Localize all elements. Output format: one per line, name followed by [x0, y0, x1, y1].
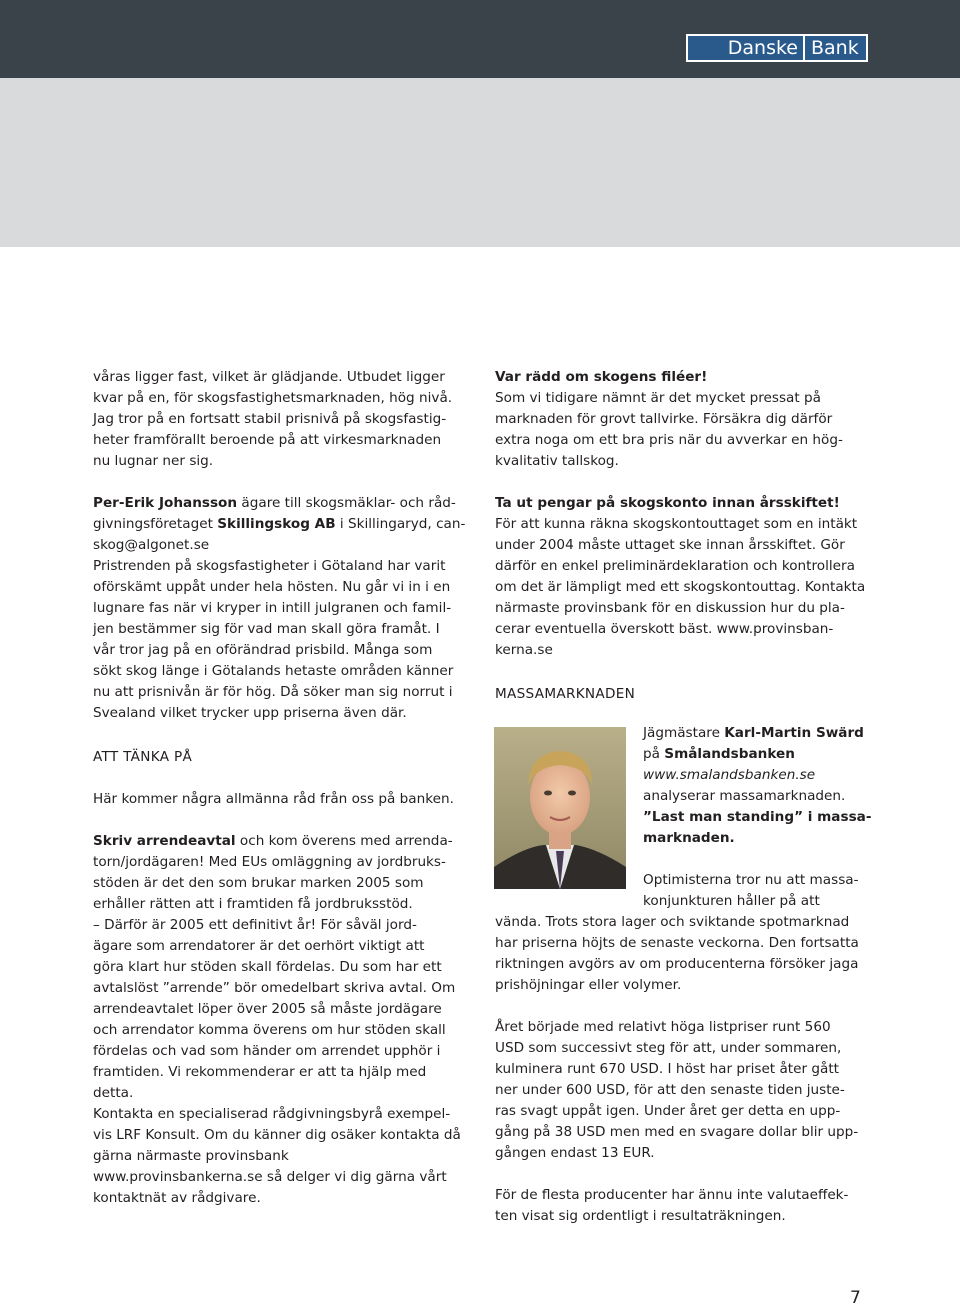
text-line: stöden är det den som brukar marken 2005 som: [93, 875, 424, 891]
forest-fillet-paragraph: [495, 367, 875, 472]
author-email: skog@algonet.se: [93, 537, 210, 553]
text-line: och arrendator komma överens om hur stöden skall: [93, 1022, 446, 1038]
lease-heading: Skriv arrendeavtal: [93, 833, 236, 849]
text-line: nu lugnar ner sig.: [93, 453, 214, 469]
text-line: våras ligger fast, vilket är glädjande. Utbudet ligger: [93, 369, 445, 385]
text-line: om det är lämpligt med ett skogskontouttag. Kontakta: [495, 579, 866, 595]
left-column: [93, 367, 473, 1209]
market-paragraph: [495, 912, 875, 996]
text-line: nu att prisnivån är för hög. Då söker man sig norrut i: [93, 684, 453, 700]
text-line: sökt skog länge i Götalands hetaste områden känner: [93, 663, 454, 679]
bank-website: www.smalandsbanken.se: [643, 767, 816, 783]
text-line: ner under 600 USD, för att den senaste tiden juste-: [495, 1082, 845, 1098]
text-line: torn/jordägaren! Med EUs omläggning av jordbruks-: [93, 854, 446, 870]
text-line: Pristrenden på skogsfastigheter i Götaland har varit: [93, 558, 446, 574]
text-line: extra noga om ett bra pris när du avverkar en hög-: [495, 432, 843, 448]
section-heading-massamarknaden: MASSAMARKNADEN: [495, 686, 636, 702]
text-line: marknaden för grovt tallvirke. Försäkra dig därför: [495, 411, 833, 427]
text-line: i Skillingaryd, can-: [335, 516, 466, 532]
text-line: detta.: [93, 1085, 134, 1101]
page-number: 7: [850, 1288, 861, 1308]
text-line: www.provinsbankerna.se så delger vi dig gärna vårt: [93, 1169, 447, 1185]
text-line: lugnare fas när vi kryper in intill julgranen och famil-: [93, 600, 452, 616]
text-line: oförskämt uppåt under hela hösten. Nu går vi in i en: [93, 579, 451, 595]
text-line: ras svagt uppåt igen. Under året ger detta en upp-: [495, 1103, 841, 1119]
text-line: jen bestämmer sig för vad man skall göra framåt. I: [93, 621, 440, 637]
text-line: konjunkturen håller på att: [643, 893, 820, 909]
price-paragraph: [495, 1017, 875, 1164]
text-line: och kom överens med arrenda-: [235, 833, 453, 849]
text-line: ägare som arrendatorer är det oerhört viktigt att: [93, 938, 425, 954]
section-heading-att-tanka-pa: ATT TÄNKA PÅ: [93, 749, 193, 765]
text-line: avtalslöst ”arrende” bör omedelbart skriva avtal. Om: [93, 980, 456, 996]
text-line: kerna.se: [495, 642, 553, 658]
text-line: vända. Trots stora lager och sviktande spotmarknad: [495, 914, 850, 930]
logo-word-bank: Bank: [805, 36, 866, 60]
header-bar: [0, 0, 960, 78]
text-line: ten visat sig ordentligt i resultaträkningen.: [495, 1208, 786, 1224]
author-name: Per-Erik Johansson: [93, 495, 238, 511]
forest-account-paragraph: [495, 493, 875, 661]
text-line: givningsföretaget: [93, 516, 218, 532]
text-line: under 2004 måste uttaget ske innan årsskiftet. Gör: [495, 537, 845, 553]
optimists-lead: [643, 870, 883, 912]
text-line: För de flesta producenter har ännu inte valutaeffek-: [495, 1187, 849, 1203]
text-line: har priserna höjts de senaste veckorna. Den fortsatta: [495, 935, 859, 951]
text-line: gärna närmaste provinsbank: [93, 1148, 289, 1164]
forest-account-heading: Ta ut pengar på skogskonto innan årsskiftet!: [495, 495, 840, 511]
text-line: närmaste provinsbank för en diskussion hur du pla-: [495, 600, 845, 616]
bank-name: Smålandsbanken: [664, 746, 795, 762]
text-line: prishöjningar eller volymer.: [495, 977, 682, 993]
text-line: – Därför är 2005 ett definitivt år! För såväl jord-: [93, 917, 417, 933]
quote-line: ”Last man standing” i massa-: [643, 809, 872, 825]
text-line: vår tror jag på en oförändrad prisbild. Många som: [93, 642, 433, 658]
text-line: Som vi tidigare nämnt är det mycket pressat på: [495, 390, 821, 406]
text-line: erhåller rätten att i framtiden få jordbruksstöd.: [93, 896, 413, 912]
quote-line: marknaden.: [643, 830, 735, 846]
text-line: Jägmästare: [643, 725, 725, 741]
text-line: gång på 38 USD men med en svagare dollar blir upp-: [495, 1124, 859, 1140]
text-line: kontaktnät av rådgivare.: [93, 1190, 261, 1206]
photo-caption: [643, 723, 883, 849]
text-line: För att kunna räkna skogskontouttaget som en intäkt: [495, 516, 858, 532]
text-line: analyserar massamarknaden.: [643, 788, 846, 804]
company-name: Skillingskog AB: [217, 516, 336, 532]
text-line: Svealand vilket trycker upp priserna även där.: [93, 705, 407, 721]
text-line: vis LRF Konsult. Om du känner dig osäker kontakta då: [93, 1127, 461, 1143]
author-paragraph: [93, 493, 473, 724]
danske-bank-logo: [686, 34, 868, 62]
forest-fillet-heading: Var rädd om skogens filéer!: [495, 369, 708, 385]
text-line: Kontakta en specialiserad rådgivningsbyrå exempel-: [93, 1106, 451, 1122]
text-line: arrendeavtalet löper över 2005 så måste jordägare: [93, 1001, 442, 1017]
text-line: göra klart hur stöden skall fördelas. Du som har ett: [93, 959, 442, 975]
text-line: Jag tror på en fortsatt stabil prisnivå på skogsfastig-: [93, 411, 447, 427]
text-line: cerar eventuella överskott bäst. www.provinsban-: [495, 621, 834, 637]
person-name: Karl-Martin Swärd: [724, 725, 864, 741]
portrait-photo: [494, 727, 626, 889]
text-line: heter framförallt beroende på att virkesmarknaden: [93, 432, 442, 448]
right-column-lower: [495, 912, 875, 1227]
text-line: därför en enkel preliminärdeklaration och kontrollera: [495, 558, 855, 574]
logo-word-danske: Danske: [688, 36, 803, 60]
text-line: kvar på en, för skogsfastighetsmarknaden, hög nivå.: [93, 390, 453, 406]
text-line: kulminera runt 670 USD. I höst har priset åter gått: [495, 1061, 840, 1077]
text-line: Året började med relativt höga listpriser runt 560: [495, 1019, 831, 1035]
portrait-illustration: [494, 727, 626, 889]
text-line: fördelas och vad som händer om arrendet upphör i: [93, 1043, 441, 1059]
text-line: på: [643, 746, 665, 762]
text-line: gången endast 13 EUR.: [495, 1145, 655, 1161]
currency-paragraph: [495, 1185, 875, 1227]
text-line: framtiden. Vi rekommenderar er att ta hjälp med: [93, 1064, 427, 1080]
grey-banner: [0, 78, 960, 247]
text-line: ägare till skogsmäklar- och råd-: [237, 495, 456, 511]
text-line: Optimisterna tror nu att massa-: [643, 872, 859, 888]
text-line: kvalitativ tallskog.: [495, 453, 619, 469]
advice-intro: Här kommer några allmänna råd från oss på banken.: [93, 791, 454, 807]
lease-paragraph: [93, 831, 473, 1209]
text-line: riktningen avgörs av om producenterna försöker jaga: [495, 956, 859, 972]
left-intro-paragraph: [93, 367, 473, 472]
right-column: [495, 367, 875, 705]
text-line: USD som successivt steg för att, under sommaren,: [495, 1040, 842, 1056]
